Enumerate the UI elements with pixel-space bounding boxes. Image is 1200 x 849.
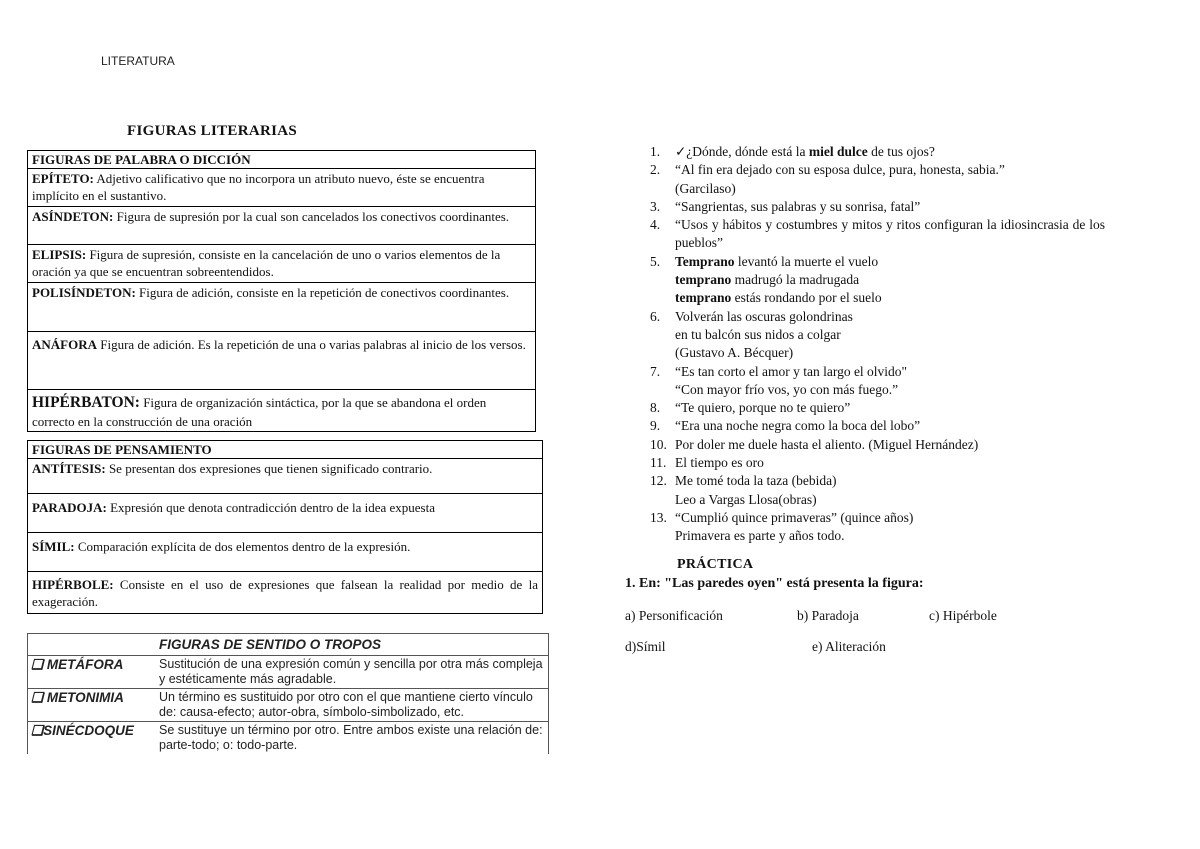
term-definition: Consiste en el uso de expresiones que falsean la realidad por medio de la exageración. — [32, 577, 538, 609]
term-definition: Figura de organización sintáctica, por la que se abandona el orden correcto en la construcción de una oración — [32, 395, 487, 429]
item-number: 11. — [650, 455, 667, 471]
item-text: Por doler me duele hasta el aliento. (Miguel Hernández) — [675, 436, 979, 452]
term-label: ANÁFORA — [32, 337, 97, 352]
pensamiento-heading: FIGURAS DE PENSAMIENTO — [28, 441, 543, 459]
term-label: SÍMIL: — [32, 539, 75, 554]
tropo-name: METONIMIA — [46, 690, 124, 705]
item-number: 5. — [650, 253, 661, 269]
checkbox-bullet-icon: ❑ — [31, 723, 44, 738]
term-label: HIPÉRBATON: — [32, 394, 140, 411]
item-text: estás rondando por el suelo — [731, 290, 882, 306]
term-label: ELIPSIS: — [32, 247, 87, 262]
item-text: Me tomé toda la taza (bebida) — [675, 473, 837, 489]
tropos-heading-spacer — [28, 634, 157, 656]
item-text: ✓¿Dónde, dónde está la — [675, 144, 809, 159]
palabra-item — [28, 245, 536, 283]
tropo-definition: Un término es sustituido por otro con el que mantiene cierto vínculo de: causa-efecto; autor-obra, símbolo-simbolizado, etc. — [156, 689, 549, 722]
tropos-row — [28, 689, 549, 722]
item-text: (Gustavo A. Bécquer) — [675, 345, 794, 361]
palabra-item — [28, 169, 536, 207]
item-number: 10. — [650, 436, 667, 452]
pensamiento-item — [28, 459, 543, 494]
item-text: El tiempo es oro — [675, 455, 764, 471]
pensamiento-item — [28, 572, 543, 614]
tropo-name: METÁFORA — [46, 657, 124, 672]
list-item — [650, 161, 1105, 198]
item-number: 2. — [650, 162, 661, 178]
item-text-bold: temprano — [675, 272, 732, 288]
option-c: c) Hipérbole — [929, 608, 997, 623]
item-number: 12. — [650, 473, 667, 489]
item-text: levantó la muerte el vuelo — [734, 253, 879, 269]
item-text: “Al fin era dejado con su esposa dulce, pura, honesta, sabia.” — [675, 162, 1005, 178]
palabra-heading: FIGURAS DE PALABRA O DICCIÓN — [28, 151, 536, 169]
item-text: de tus ojos? — [867, 144, 935, 159]
item-number: 6. — [650, 308, 661, 324]
item-text: en tu balcón sus nidos a colgar — [675, 326, 841, 342]
term-label: PARADOJA: — [32, 500, 107, 515]
term-definition: Figura de supresión, consiste en la cancelación de uno o varios elementos de la oración ya que se encuentran sobreentendidos. — [32, 247, 501, 279]
list-item — [650, 399, 1105, 417]
list-item — [650, 363, 1105, 400]
item-text-bold: Temprano — [675, 253, 735, 269]
page-header: LITERATURA — [101, 54, 175, 68]
term-definition: Expresión que denota contradicción dentro de la idea expuesta — [106, 500, 435, 515]
item-text-bold: miel dulce — [808, 144, 868, 159]
item-text: “Es tan corto el amor y tan largo el olvido" — [675, 363, 908, 379]
list-item — [650, 143, 1105, 161]
page-title: FIGURAS LITERARIAS — [127, 123, 298, 139]
option-d: d)Símil — [625, 639, 666, 654]
checkbox-bullet-icon: ❑ — [31, 657, 44, 672]
term-definition: Figura de supresión por la cual son cancelados los conectivos coordinantes. — [113, 209, 510, 224]
option-e: e) Aliteración — [812, 639, 886, 654]
item-text: Leo a Vargas Llosa(obras) — [675, 491, 817, 507]
list-item — [650, 308, 1105, 363]
item-text: “Te quiero, porque no te quiero” — [675, 400, 851, 416]
pensamiento-item — [28, 494, 543, 533]
tropos-heading: FIGURAS DE SENTIDO O TROPOS — [156, 634, 549, 656]
term-definition: Comparación explícita de dos elementos dentro de la expresión. — [74, 539, 411, 554]
item-text: “Sangrientas, sus palabras y su sonrisa, fatal” — [675, 198, 921, 214]
list-item — [650, 436, 1105, 454]
list-item — [650, 198, 1105, 216]
term-label: EPÍTETO: — [32, 171, 94, 186]
palabra-table — [27, 150, 536, 432]
item-text: Primavera es parte y años todo. — [675, 528, 845, 544]
practica-question: 1. En: "Las paredes oyen" está presenta la figura: — [625, 576, 924, 591]
item-text-bold: temprano — [675, 290, 732, 306]
palabra-item — [28, 390, 536, 432]
tropo-definition: Sustitución de una expresión común y sencilla por otra más compleja y estéticamente más agradable. — [156, 656, 549, 689]
list-item — [650, 509, 1105, 546]
palabra-item — [28, 283, 536, 332]
item-number: 13. — [650, 509, 667, 525]
item-number: 3. — [650, 198, 661, 214]
pensamiento-item — [28, 533, 543, 572]
practica-heading: PRÁCTICA — [677, 557, 754, 572]
tropo-name-cell — [28, 689, 157, 722]
examples-list — [650, 143, 1105, 546]
term-definition: Figura de adición. Es la repetición de una o varias palabras al inicio de los versos. — [97, 337, 526, 352]
item-number: 8. — [650, 400, 661, 416]
term-label: POLISÍNDETON: — [32, 285, 136, 300]
item-text: Volverán las oscuras golondrinas — [675, 308, 853, 324]
tropos-table — [27, 633, 549, 754]
pensamiento-table — [27, 440, 543, 614]
option-a: a) Personificación — [625, 608, 723, 623]
item-text: “Con mayor frío vos, yo con más fuego.” — [675, 381, 899, 397]
term-definition: Se presentan dos expresiones que tienen significado contrario. — [105, 461, 433, 476]
tropos-row — [28, 656, 549, 689]
list-item — [650, 216, 1105, 253]
tropo-name: SINÉCDOQUE — [43, 723, 134, 738]
item-text: “Cumplió quince primaveras” (quince años) — [675, 509, 914, 525]
term-label: ASÍNDETON: — [32, 209, 114, 224]
list-item — [650, 454, 1105, 472]
checkbox-bullet-icon: ❑ — [31, 690, 44, 705]
tropos-row — [28, 722, 549, 755]
tropo-name-cell — [28, 722, 157, 755]
palabra-item — [28, 207, 536, 245]
list-item — [650, 253, 1105, 308]
term-label: ANTÍTESIS: — [32, 461, 106, 476]
item-text: “Era una noche negra como la boca del lobo” — [675, 418, 921, 434]
palabra-item — [28, 332, 536, 390]
item-text: “Usos y hábitos y costumbres y mitos y ritos configuran la idiosincrasia de los pueblos” — [675, 217, 1105, 251]
list-item — [650, 417, 1105, 435]
term-definition: Adjetivo calificativo que no incorpora un atributo nuevo, éste se encuentra implícito en el sustantivo. — [32, 171, 485, 203]
item-text: (Garcilaso) — [675, 180, 736, 196]
option-b: b) Paradoja — [797, 608, 859, 623]
item-number: 1. — [650, 144, 661, 159]
tropo-name-cell — [28, 656, 157, 689]
list-item — [650, 472, 1105, 509]
item-text: madrugó la madrugada — [731, 272, 860, 288]
item-number: 4. — [650, 217, 661, 233]
term-label: HIPÉRBOLE: — [32, 577, 114, 592]
item-number: 7. — [650, 363, 661, 379]
term-definition: Figura de adición, consiste en la repetición de conectivos coordinantes. — [135, 285, 510, 300]
item-number: 9. — [650, 418, 661, 434]
tropo-definition: Se sustituye un término por otro. Entre ambos existe una relación de: parte-todo; o: todo-parte. — [159, 723, 543, 752]
